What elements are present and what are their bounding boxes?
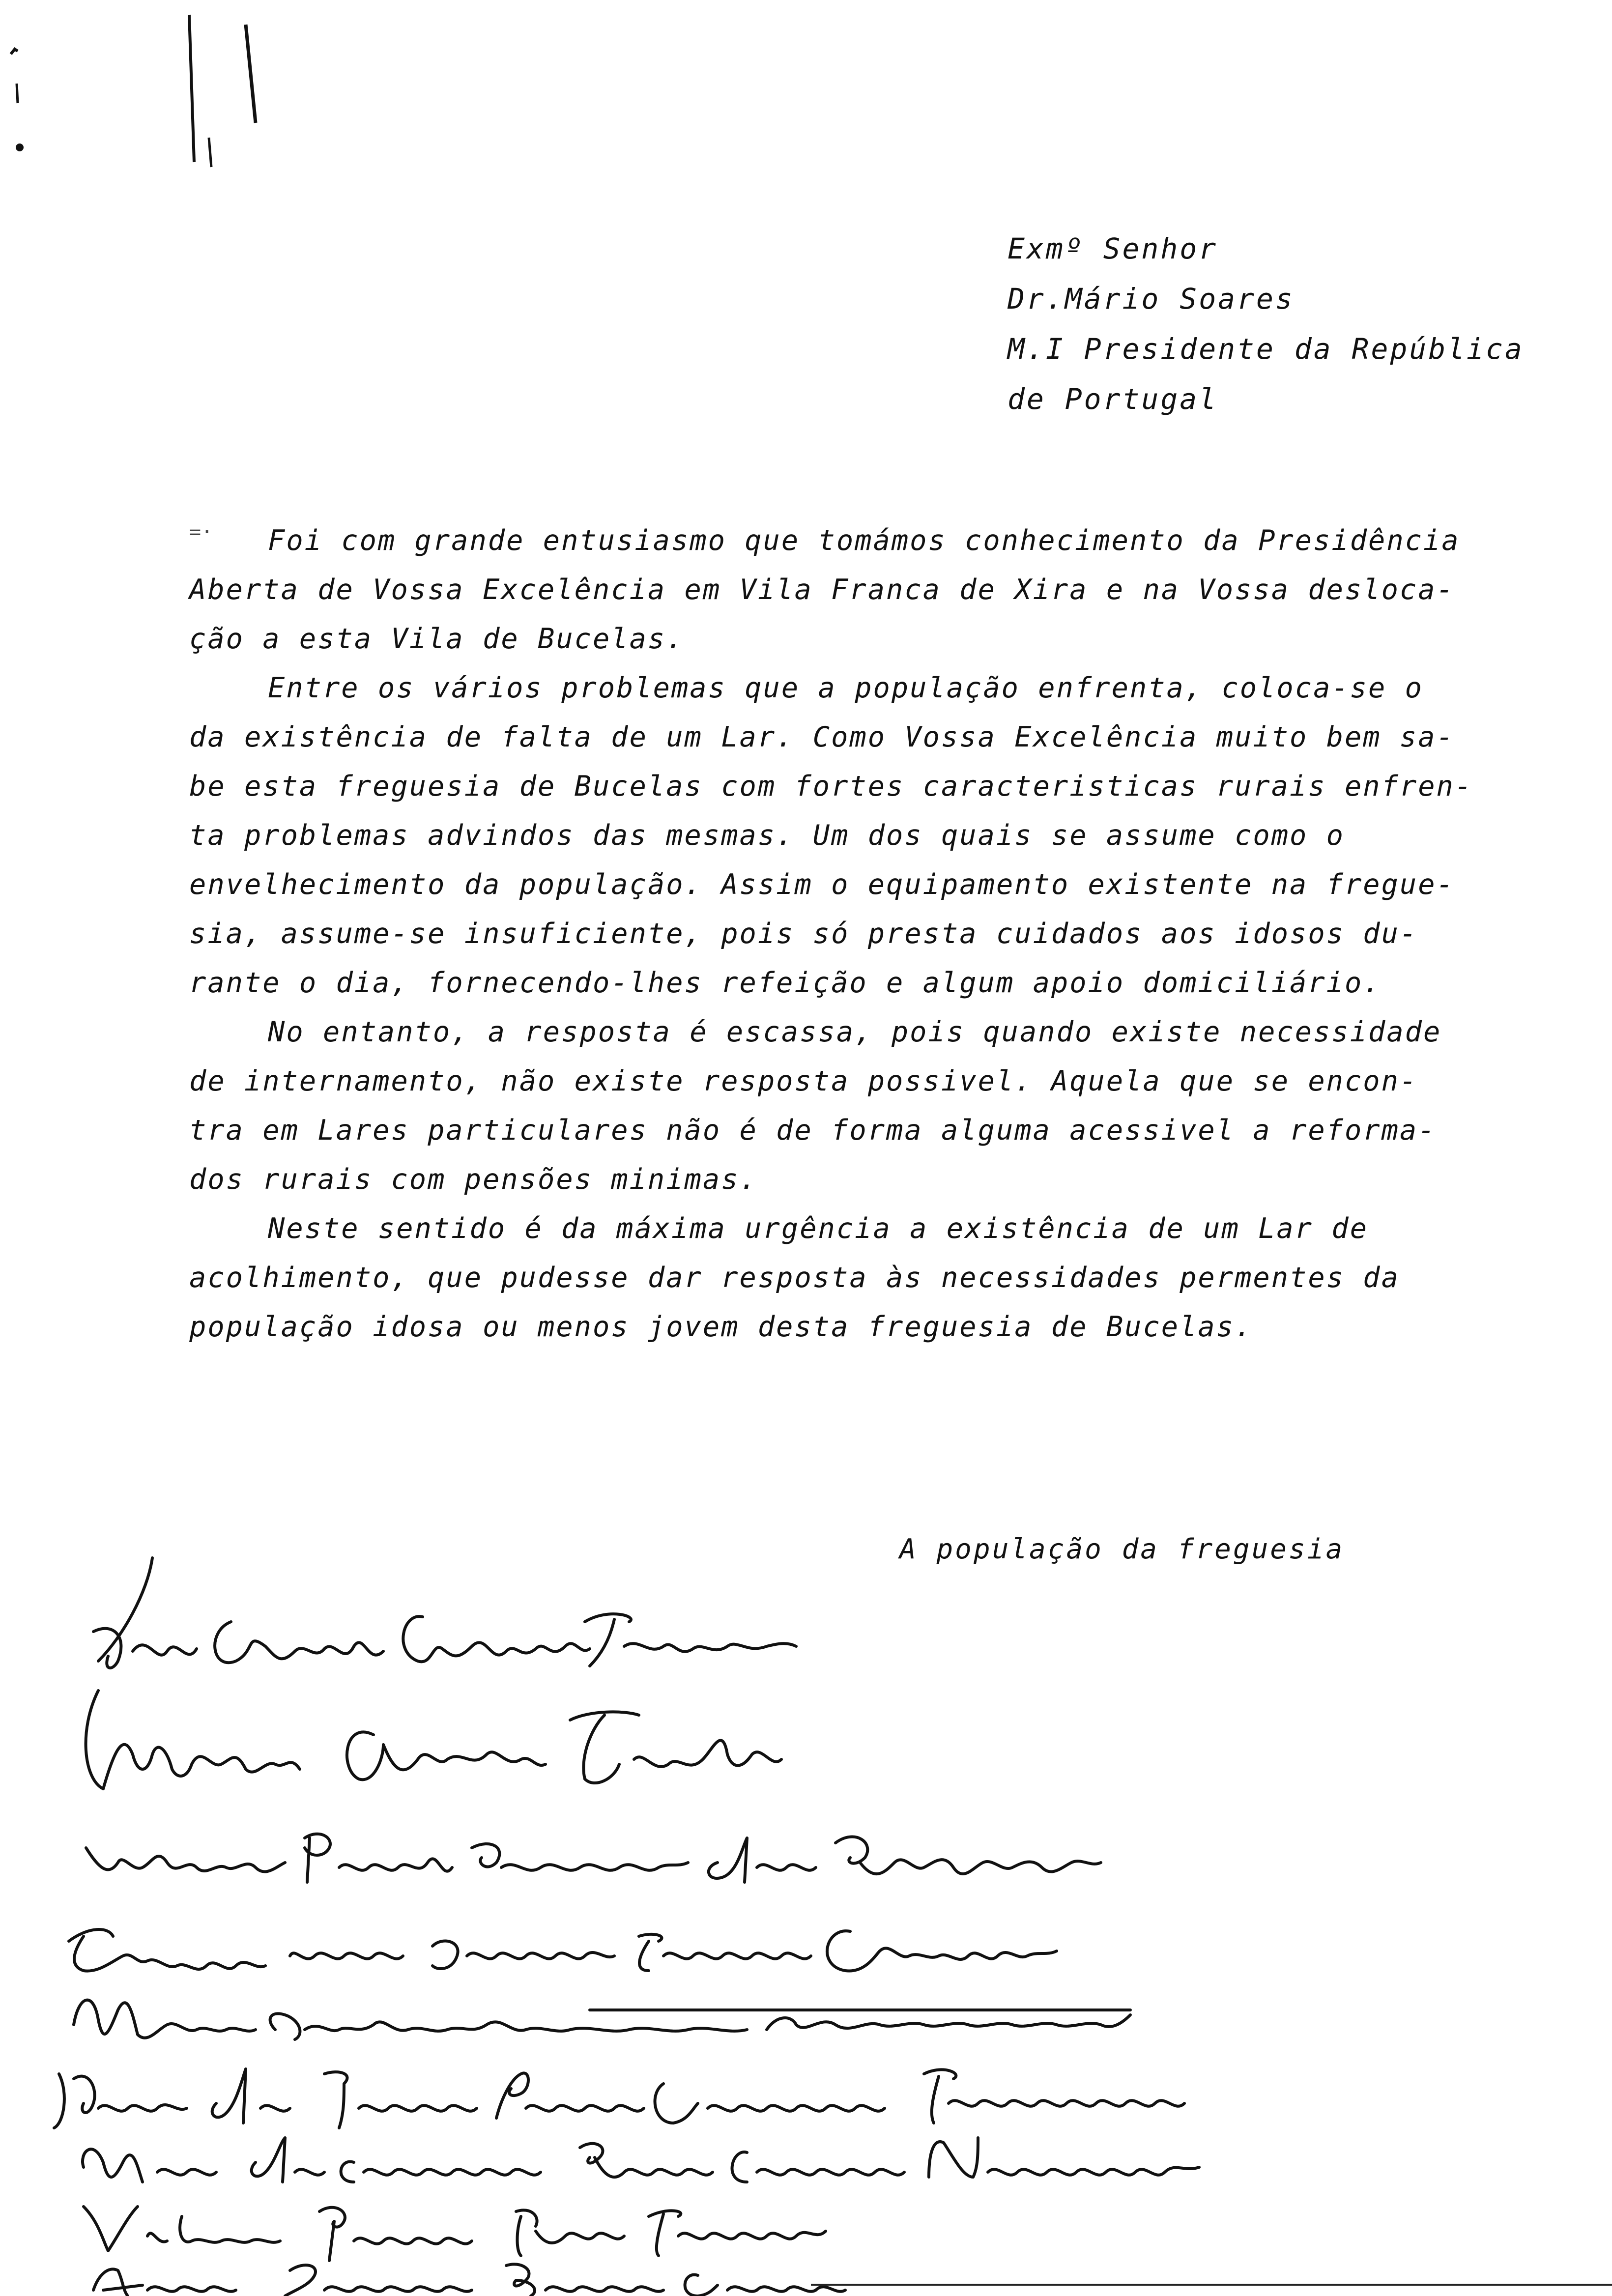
signature-5 (74, 2000, 1130, 2039)
body-line: No entanto, a resposta é escassa, pois quando existe necessidade (268, 1016, 1442, 1048)
addressee-country: de Portugal (1008, 382, 1218, 416)
body-line: Entre os vários problemas que a população enfrenta, coloca-se o (268, 672, 1423, 704)
body-line: Aberta de Vossa Excelência em Vila Franca de Xira e na Vossa desloca- (189, 574, 1455, 606)
body-line: Foi com grande entusiasmo que tomámos conhecimento da Presidência (268, 524, 1460, 557)
body-line: ta problemas advindos das mesmas. Um dos quais se assume como o (189, 819, 1345, 852)
body-line: rante o dia, fornecendo-lhes refeição e algum apoio domiciliário. (189, 967, 1382, 999)
bottom-rule (811, 2284, 1612, 2286)
signature-9 (93, 2264, 845, 2296)
body-line: sia, assume-se insuficiente, pois só presta cuidados aos idosos du- (189, 918, 1418, 950)
body-line: ção a esta Vila de Bucelas. (189, 623, 685, 655)
signature-8 (84, 2207, 826, 2261)
addressee-block (1008, 224, 1524, 424)
signature-7 (83, 2138, 1199, 2182)
signatures-block (0, 1523, 1612, 2296)
signature-3 (86, 1834, 1101, 1882)
letter-body (189, 516, 1565, 1351)
body-line: envelhecimento da população. Assim o equipamento existente na fregue- (189, 868, 1455, 901)
signature-4 (69, 1929, 1057, 1971)
scan-marks (0, 0, 295, 197)
body-line: população idosa ou menos jovem desta freguesia de Bucelas. (189, 1311, 1253, 1343)
signature-2 (86, 1691, 781, 1789)
addressee-title: M.I Presidente da República (1008, 332, 1524, 366)
signature-6 (54, 2069, 1184, 2128)
addressee-salutation: Exmº Senhor (1008, 232, 1218, 265)
body-line: da existência de falta de um Lar. Como Vossa Excelência muito bem sa- (189, 721, 1455, 753)
margin-mark: =· (189, 521, 213, 544)
body-line: acolhimento, que pudesse dar resposta às necessidades permentes da (189, 1262, 1400, 1294)
body-line: de internamento, não existe resposta possivel. Aquela que se encon- (189, 1065, 1418, 1097)
signature-1 (93, 1558, 796, 1668)
signatures-drawing (0, 1523, 1612, 2296)
addressee-name: Dr.Mário Soares (1008, 282, 1295, 316)
body-line: Neste sentido é da máxima urgência a existência de um Lar de (268, 1212, 1369, 1245)
body-line: tra em Lares particulares não é de forma alguma acessivel a reforma- (189, 1114, 1437, 1147)
body-line: be esta freguesia de Bucelas com fortes caracteristicas rurais enfren- (189, 770, 1473, 803)
closing-line: A população da freguesia (899, 1533, 1345, 1565)
body-line: dos rurais com pensões minimas. (189, 1163, 758, 1196)
